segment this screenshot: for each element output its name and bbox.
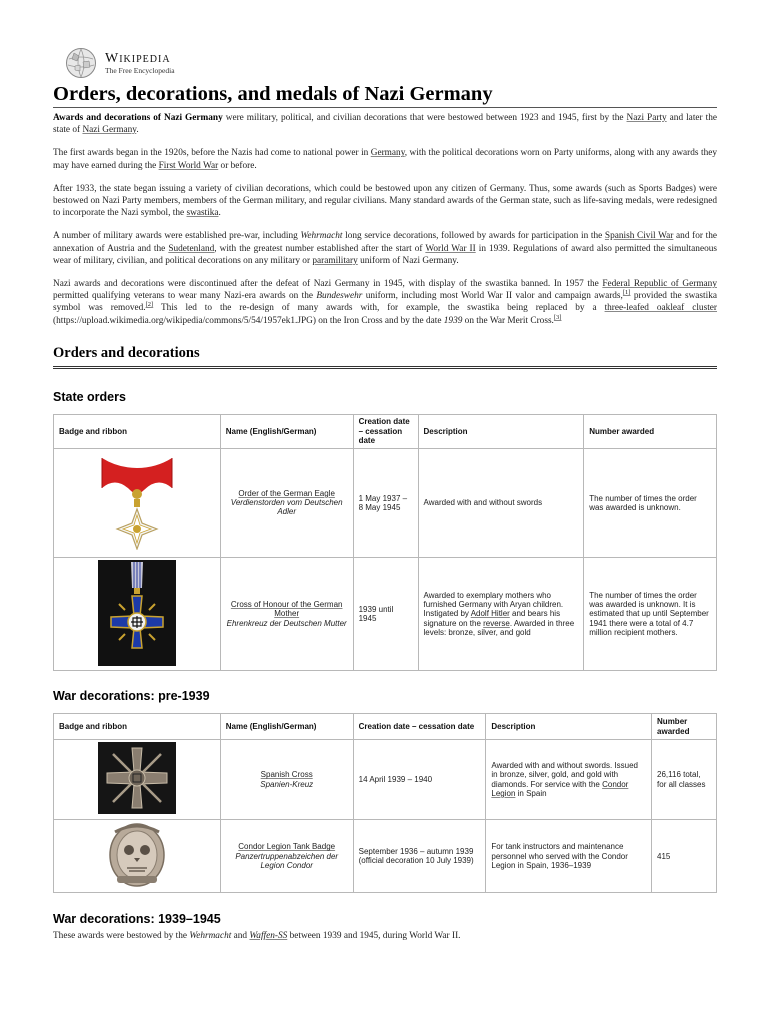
link-oakleaf-cluster[interactable]: three-leafed oakleaf cluster	[604, 303, 718, 314]
intro-paragraph-5	[53, 278, 717, 327]
text-span: in Spain	[515, 788, 547, 798]
table-header-row	[54, 714, 717, 740]
text-span: and	[231, 931, 250, 942]
name-cell	[220, 557, 353, 670]
text-span: . Awarded in three levels: bronze, silver, and gold	[423, 618, 575, 637]
name-cell	[220, 448, 353, 557]
column-header: Description	[418, 414, 584, 448]
italic-term: Bundeswehr	[316, 291, 363, 302]
table-row	[54, 820, 717, 893]
number-awarded-cell: 415	[652, 820, 717, 893]
dates-cell: 1939 until 1945	[353, 557, 418, 670]
puzzle-globe-icon	[65, 47, 97, 79]
link-condor-legion-tank-badge[interactable]: Condor Legion Tank Badge	[238, 842, 336, 852]
number-awarded-cell: The number of times the order was awarded is unknown.	[584, 448, 717, 557]
link-spanish-civil-war[interactable]: Spanish Civil War	[604, 231, 674, 242]
tagline: The Free Encyclopedia	[105, 65, 175, 75]
table-row	[54, 740, 717, 820]
link-spanish-cross[interactable]: Spanish Cross	[260, 770, 313, 780]
german-name: Verdienstorden vom Deutschen Adler	[230, 498, 343, 517]
subheading-state-orders: State orders	[53, 389, 126, 404]
text-span: and bears his signature on the	[423, 609, 561, 628]
column-header: Number awarded	[584, 414, 717, 448]
link-sudetenland[interactable]: Sudetenland	[168, 243, 215, 254]
description-cell	[486, 740, 652, 820]
text-span: and for the annexation of Austria and the	[53, 231, 717, 254]
reference-2[interactable]: [2]	[145, 301, 154, 309]
text-span: permitted qualifying veterans to wear many Nazi-era awards on the	[53, 291, 317, 302]
column-header: Number awarded	[652, 714, 717, 740]
link-nazi-party[interactable]: Nazi Party	[626, 113, 667, 123]
reference-1[interactable]: [1]	[622, 289, 631, 297]
german-name: Panzertruppenabzeichen der Legion Condor	[235, 851, 339, 870]
article-page	[53, 46, 717, 943]
wordmark: Wikipedia	[105, 50, 171, 66]
description-cell: For tank instructors and maintenance personnel who served with the Condor Legion in Spain, 1936–1939	[486, 820, 652, 893]
page-title: Orders, decorations, and medals of Nazi Germany	[53, 80, 717, 108]
text-span: .	[218, 208, 221, 219]
text-span: provided the swastika symbol was removed.	[53, 291, 717, 314]
table-header-row	[54, 414, 717, 448]
column-header: Name (English/German)	[220, 714, 353, 740]
italic-term: Wehrmacht	[189, 931, 232, 942]
subheading-pre-1939: War decorations: pre-1939	[53, 689, 210, 704]
name-cell	[220, 820, 353, 893]
text-span: uniform of Nazi Germany.	[357, 255, 459, 266]
column-header: Name (English/German)	[220, 414, 353, 448]
text-span: After 1933, the state began issuing a variety of civilian decorations, which could be bestowed upon any citizen of Germany. Thus, some awards (such as Sports Badges) were bestowed on Nazi Party members, members of the German military, and regular civilians. Many standard awards of the German state, such as life-saving medals, were redesigned to incorporate the Nazi symbol, the	[53, 183, 717, 219]
table-row	[54, 448, 717, 557]
link-waffen-ss[interactable]: Waffen-SS	[249, 931, 288, 942]
cross-of-honour-mother-image[interactable]	[98, 560, 176, 666]
link-federal-republic-of-germany[interactable]: Federal Republic of Germany	[602, 279, 717, 290]
description-cell	[418, 557, 584, 670]
link-nazi-germany[interactable]: Nazi Germany	[82, 125, 137, 136]
text-span: , with the political decorations worn on Party uniforms, along with any awards they may have earned during the	[53, 148, 717, 171]
text-span: (https://upload.wikimedia.org/wikipedia/commons/5/54/1957ek1.JPG) on the Iron Cross and by the date	[53, 315, 444, 326]
link-condor-legion[interactable]: Condor Legion	[491, 779, 629, 798]
text-span: These awards were bestowed by the	[53, 931, 190, 942]
spanish-cross-image[interactable]	[98, 742, 176, 814]
intro-paragraph-2	[53, 147, 717, 171]
ww2-intro-paragraph	[53, 930, 717, 942]
column-header: Creation date – cessation date	[353, 714, 486, 740]
name-cell	[220, 740, 353, 820]
badge-cell	[54, 557, 221, 670]
link-swastika[interactable]: swastika	[186, 208, 219, 219]
badge-cell	[54, 820, 221, 893]
italic-term: Wehrmacht	[300, 231, 343, 242]
text-span: A number of military awards were established pre-war, including	[53, 231, 301, 242]
text-span: Nazi awards and decorations were discontinued after the defeat of Nazi Germany in 1945, with display of the swastika banned. In 1957 the	[53, 279, 603, 290]
text-span: Awarded with and without swords. Issued in bronze, silver, gold, and gold with diamonds. For service with the	[491, 761, 638, 789]
number-awarded-cell: The number of times the order was awarded is unknown. It is estimated that up until September 1941 there were a total of 4.7 million recipient mothers.	[584, 557, 717, 670]
badge-cell	[54, 740, 221, 820]
italic-term: 1939	[443, 315, 463, 326]
text-span: or before.	[218, 160, 257, 171]
description-cell: Awarded with and without swords	[418, 448, 584, 557]
state-orders-table	[53, 414, 717, 671]
text-span: Awarded to exemplary mothers who furnished Germany with Aryan children. Instigated by	[423, 590, 564, 619]
text-span: , with the greatest number established after the start of	[214, 243, 426, 254]
column-header: Description	[486, 714, 652, 740]
text-span: This led to the re-design of many awards with, for example, the swastika being replaced by a	[153, 303, 605, 314]
text-span: in 1939. Regulations of award also permitted the simultaneous wear of military, civilian, and political decorations on any military or	[53, 243, 717, 266]
intro-bold-term: Awards and decorations of Nazi Germany	[53, 113, 223, 123]
link-reverse[interactable]: reverse	[483, 618, 510, 628]
text-span: between 1939 and 1945, during World War II.	[287, 931, 461, 942]
text-span: and later the state of	[53, 113, 717, 136]
link-cross-of-honour[interactable]: Cross of Honour of the German Mother	[230, 600, 343, 619]
column-header: Creation date – cessation date	[353, 414, 418, 448]
text-span: The first awards began in the 1920s, before the Nazis had come to national power in	[53, 148, 371, 159]
subheading-1939-1945: War decorations: 1939–1945	[53, 912, 221, 927]
link-world-war-ii[interactable]: World War II	[425, 243, 476, 254]
column-header: Badge and ribbon	[54, 714, 221, 740]
reference-3[interactable]: [3]	[553, 313, 562, 321]
badge-cell	[54, 448, 221, 557]
text-span: on the War Merit Cross.	[462, 315, 554, 326]
text-span: long service decorations, followed by awards for participation in the	[342, 231, 605, 242]
dates-cell: September 1936 – autumn 1939 (official decoration 10 July 1939)	[353, 820, 486, 893]
intro-paragraph-4	[53, 230, 717, 267]
pre-1939-table	[53, 713, 717, 893]
german-name: Ehrenkreuz der Deutschen Mutter	[226, 618, 347, 628]
link-paramilitary[interactable]: paramilitary	[312, 255, 358, 266]
dates-cell: 1 May 1937 – 8 May 1945	[353, 448, 418, 557]
section-heading-orders: Orders and decorations	[53, 345, 717, 369]
link-order-german-eagle[interactable]: Order of the German Eagle	[238, 488, 335, 498]
intro-paragraph-1	[53, 112, 717, 136]
link-first-world-war[interactable]: First World War	[158, 160, 219, 171]
link-germany[interactable]: Germany	[370, 148, 405, 159]
intro-paragraph-3	[53, 183, 717, 220]
text-span: uniform, including most World War II valor and campaign awards,	[362, 291, 623, 302]
order-of-german-eagle-image[interactable]	[98, 454, 176, 550]
german-name: Spanien-Kreuz	[260, 779, 314, 789]
table-row	[54, 557, 717, 670]
number-awarded-cell: 26,116 total, for all classes	[652, 740, 717, 820]
dates-cell: 14 April 1939 – 1940	[353, 740, 486, 820]
text-span: .	[136, 125, 139, 136]
column-header: Badge and ribbon	[54, 414, 221, 448]
wikipedia-logo[interactable]	[53, 46, 717, 80]
link-adolf-hitler[interactable]: Adolf Hitler	[470, 609, 510, 619]
text-span: were military, political, and civilian decorations that were bestowed between 1923 and 1945, first by the	[222, 113, 627, 123]
condor-legion-tank-badge-image[interactable]	[107, 822, 167, 888]
